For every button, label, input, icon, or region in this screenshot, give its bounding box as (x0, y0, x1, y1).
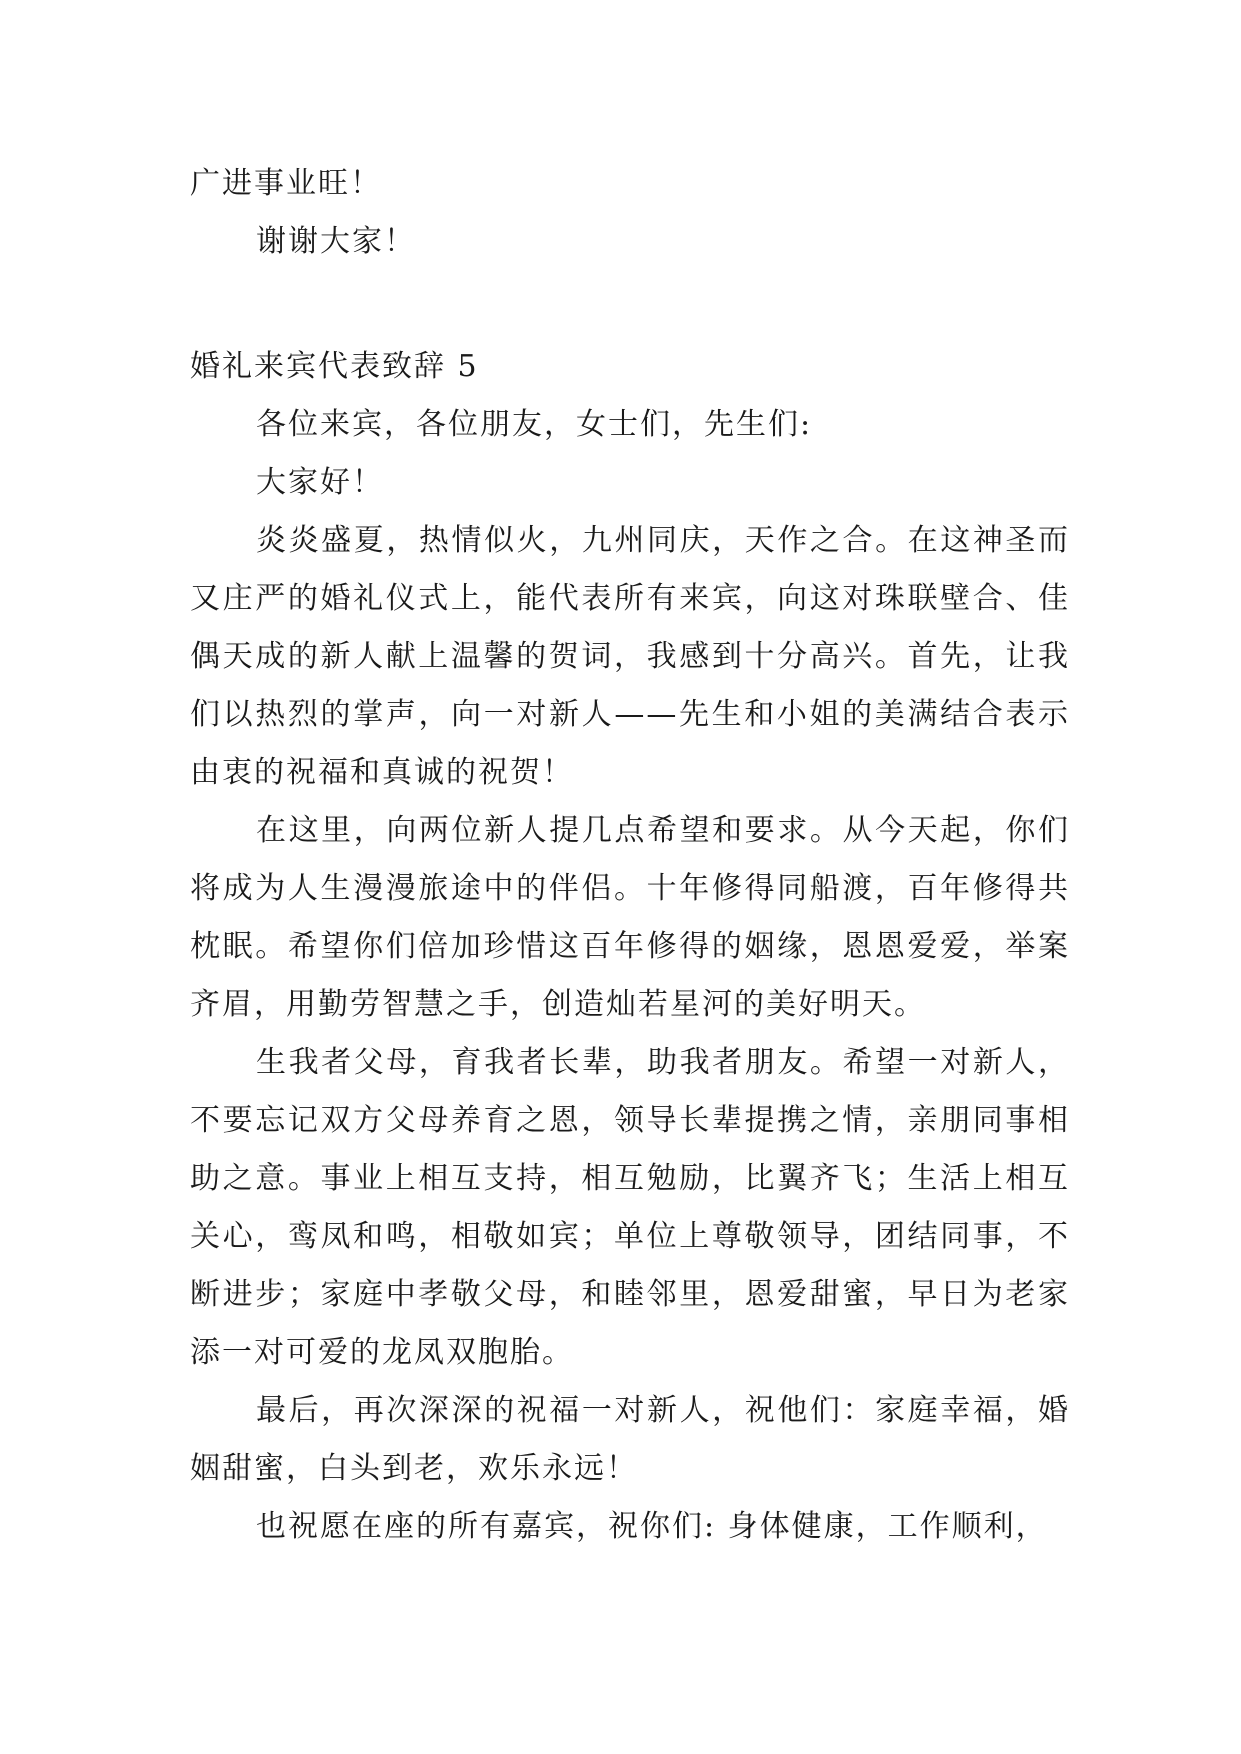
paragraph-opening: 炎炎盛夏，热情似火，九州同庆，天作之合。在这神圣而又庄严的婚礼仪式上，能代表所有来宾，向这对珠联壁合、佳偶天成的新人献上温馨的贺词，我感到十分高兴。首先，让我们以热烈的掌声，向一对新人——先生和小姐的美满结合表示由衷的祝福和真诚的祝贺！ (190, 523, 1070, 790)
section-title: 婚礼来宾代表致辞 5 (190, 349, 479, 384)
continuation-line: 广进事业旺！ (190, 166, 382, 201)
paragraph-advice: 生我者父母，育我者长辈，助我者朋友。希望一对新人，不要忘记双方父母养育之恩，领导长辈提携之情，亲朋同事相助之意。事业上相互支持，相互勉励，比翼齐飞；生活上相互关心，鸾凤和鸣，相敬如宾；单位上尊敬领导，团结同事，不断进步；家庭中孝敬父母，和睦邻里，恩爱甜蜜，早日为老家添一对可爱的龙凤双胞胎。 (190, 1045, 1070, 1370)
paragraph-hello: 大家好！ (256, 465, 384, 500)
thanks-line: 谢谢大家！ (256, 224, 416, 259)
paragraph-wishes: 在这里，向两位新人提几点希望和要求。从今天起，你们将成为人生漫漫旅途中的伴侣。十年修得同船渡，百年修得共枕眠。希望你们倍加珍惜这百年修得的姻缘，恩恩爱爱，举案齐眉，用勤劳智慧之手，创造灿若星河的美好明天。 (190, 813, 1070, 1022)
previous-section-ending (190, 155, 1070, 271)
paragraph-greeting: 各位来宾，各位朋友，女士们，先生们: (256, 407, 813, 442)
paragraph-guests: 也祝愿在座的所有嘉宾，祝你们: 身体健康，工作顺利， (256, 1509, 1048, 1544)
paragraph-blessing: 最后，再次深深的祝福一对新人，祝他们：家庭幸福，婚姻甜蜜，白头到老，欢乐永远！ (190, 1393, 1070, 1486)
speech-section (190, 338, 1070, 1556)
